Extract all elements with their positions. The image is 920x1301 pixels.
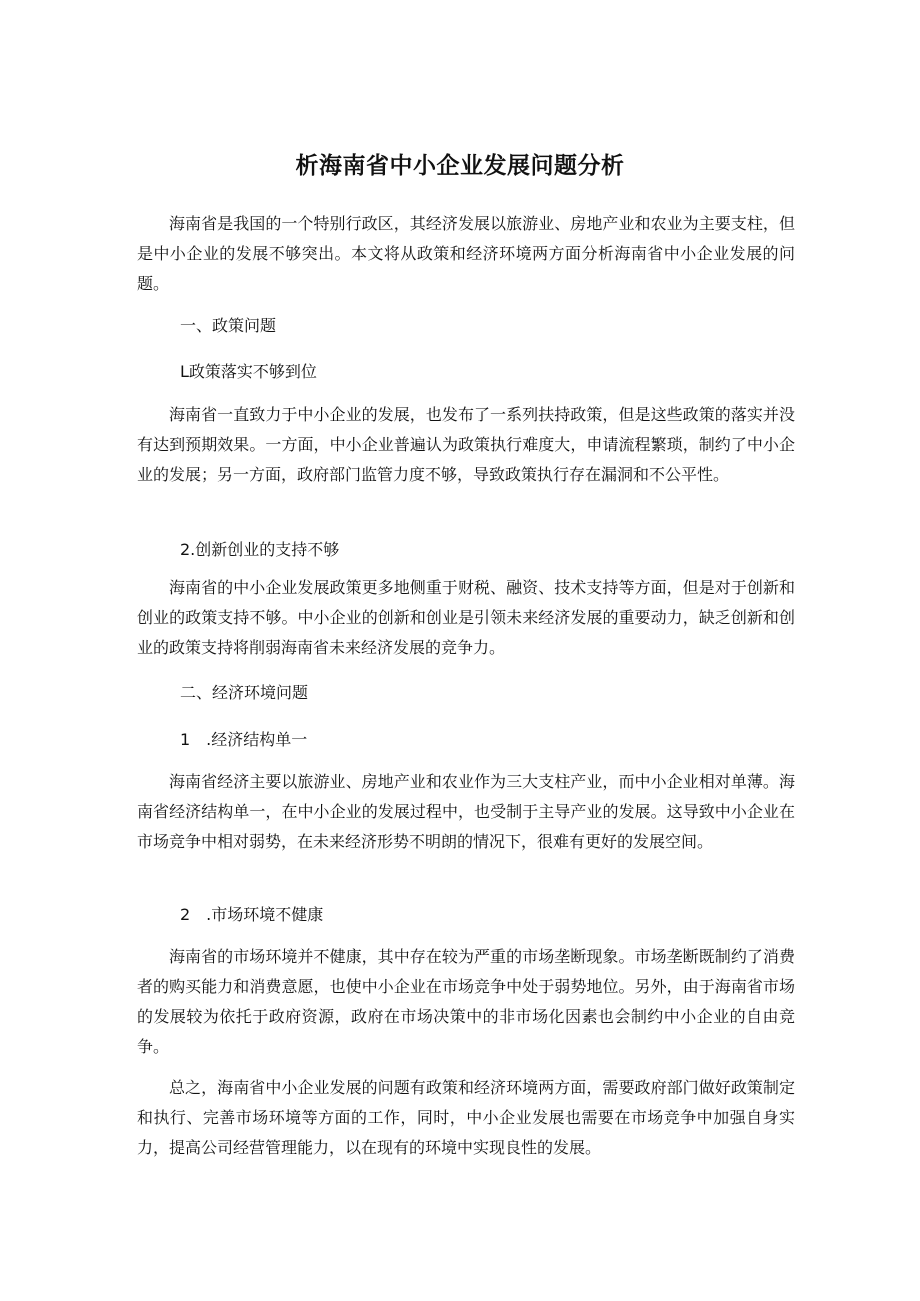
subheading-market-environment: 2 .市场环境不健康: [180, 905, 324, 924]
subheading-policy-implementation: L政策落实不够到位: [180, 362, 317, 381]
paragraph-policy-implementation: 海南省一直致力于中小企业的发展，也发布了一系列扶持政策，但是这些政策的落实并没有达到预期效果。一方面，中小企业普遍认为政策执行难度大，申请流程繁琐，制约了中小企业的发展；另一方面，政府部门监管力度不够，导致政策执行存在漏洞和不公平性。: [137, 405, 795, 484]
conclusion-paragraph: 总之，海南省中小企业发展的问题有政策和经济环境两方面，需要政府部门做好政策制定和执行、完善市场环境等方面的工作，同时，中小企业发展也需要在市场竞争中加强自身实力，提高公司经营管理能力，以在现有的环境中实现良性的发展。: [137, 1078, 795, 1157]
paragraph-innovation-support: 海南省的中小企业发展政策更多地侧重于财税、融资、技术支持等方面，但是对于创新和创业的政策支持不够。中小企业的创新和创业是引领未来经济发展的重要动力，缺乏创新和创业的政策支持将削弱海南省未来经济发展的竞争力。: [137, 578, 795, 657]
paragraph-market-environment: 海南省的市场环境并不健康，其中存在较为严重的市场垄断现象。市场垄断既制约了消费者的购买能力和消费意愿，也使中小企业在市场竞争中处于弱势地位。另外，由于海南省市场的发展较为依托于政府资源，政府在市场决策中的非市场化因素也会制约中小企业的自由竞争。: [137, 947, 795, 1056]
subheading-innovation-support: 2.创新创业的支持不够: [180, 540, 340, 559]
subheading-economic-structure: 1 .经济结构单一: [180, 730, 308, 749]
paragraph-economic-structure: 海南省经济主要以旅游业、房地产业和农业作为三大支柱产业，而中小企业相对单薄。海南省经济结构单一，在中小企业的发展过程中，也受制于主导产业的发展。这导致中小企业在市场竞争中相对弱势，在未来经济形势不明朗的情况下，很难有更好的发展空间。: [137, 772, 795, 851]
section-heading-economic-environment: 二、经济环境问题: [180, 683, 309, 702]
intro-paragraph: 海南省是我国的一个特别行政区，其经济发展以旅游业、房地产业和农业为主要支柱，但是中小企业的发展不够突出。本文将从政策和经济环境两方面分析海南省中小企业发展的问题。: [137, 214, 795, 293]
document-title: 析海南省中小企业发展问题分析: [295, 153, 625, 180]
section-heading-policy: 一、政策问题: [180, 316, 277, 335]
